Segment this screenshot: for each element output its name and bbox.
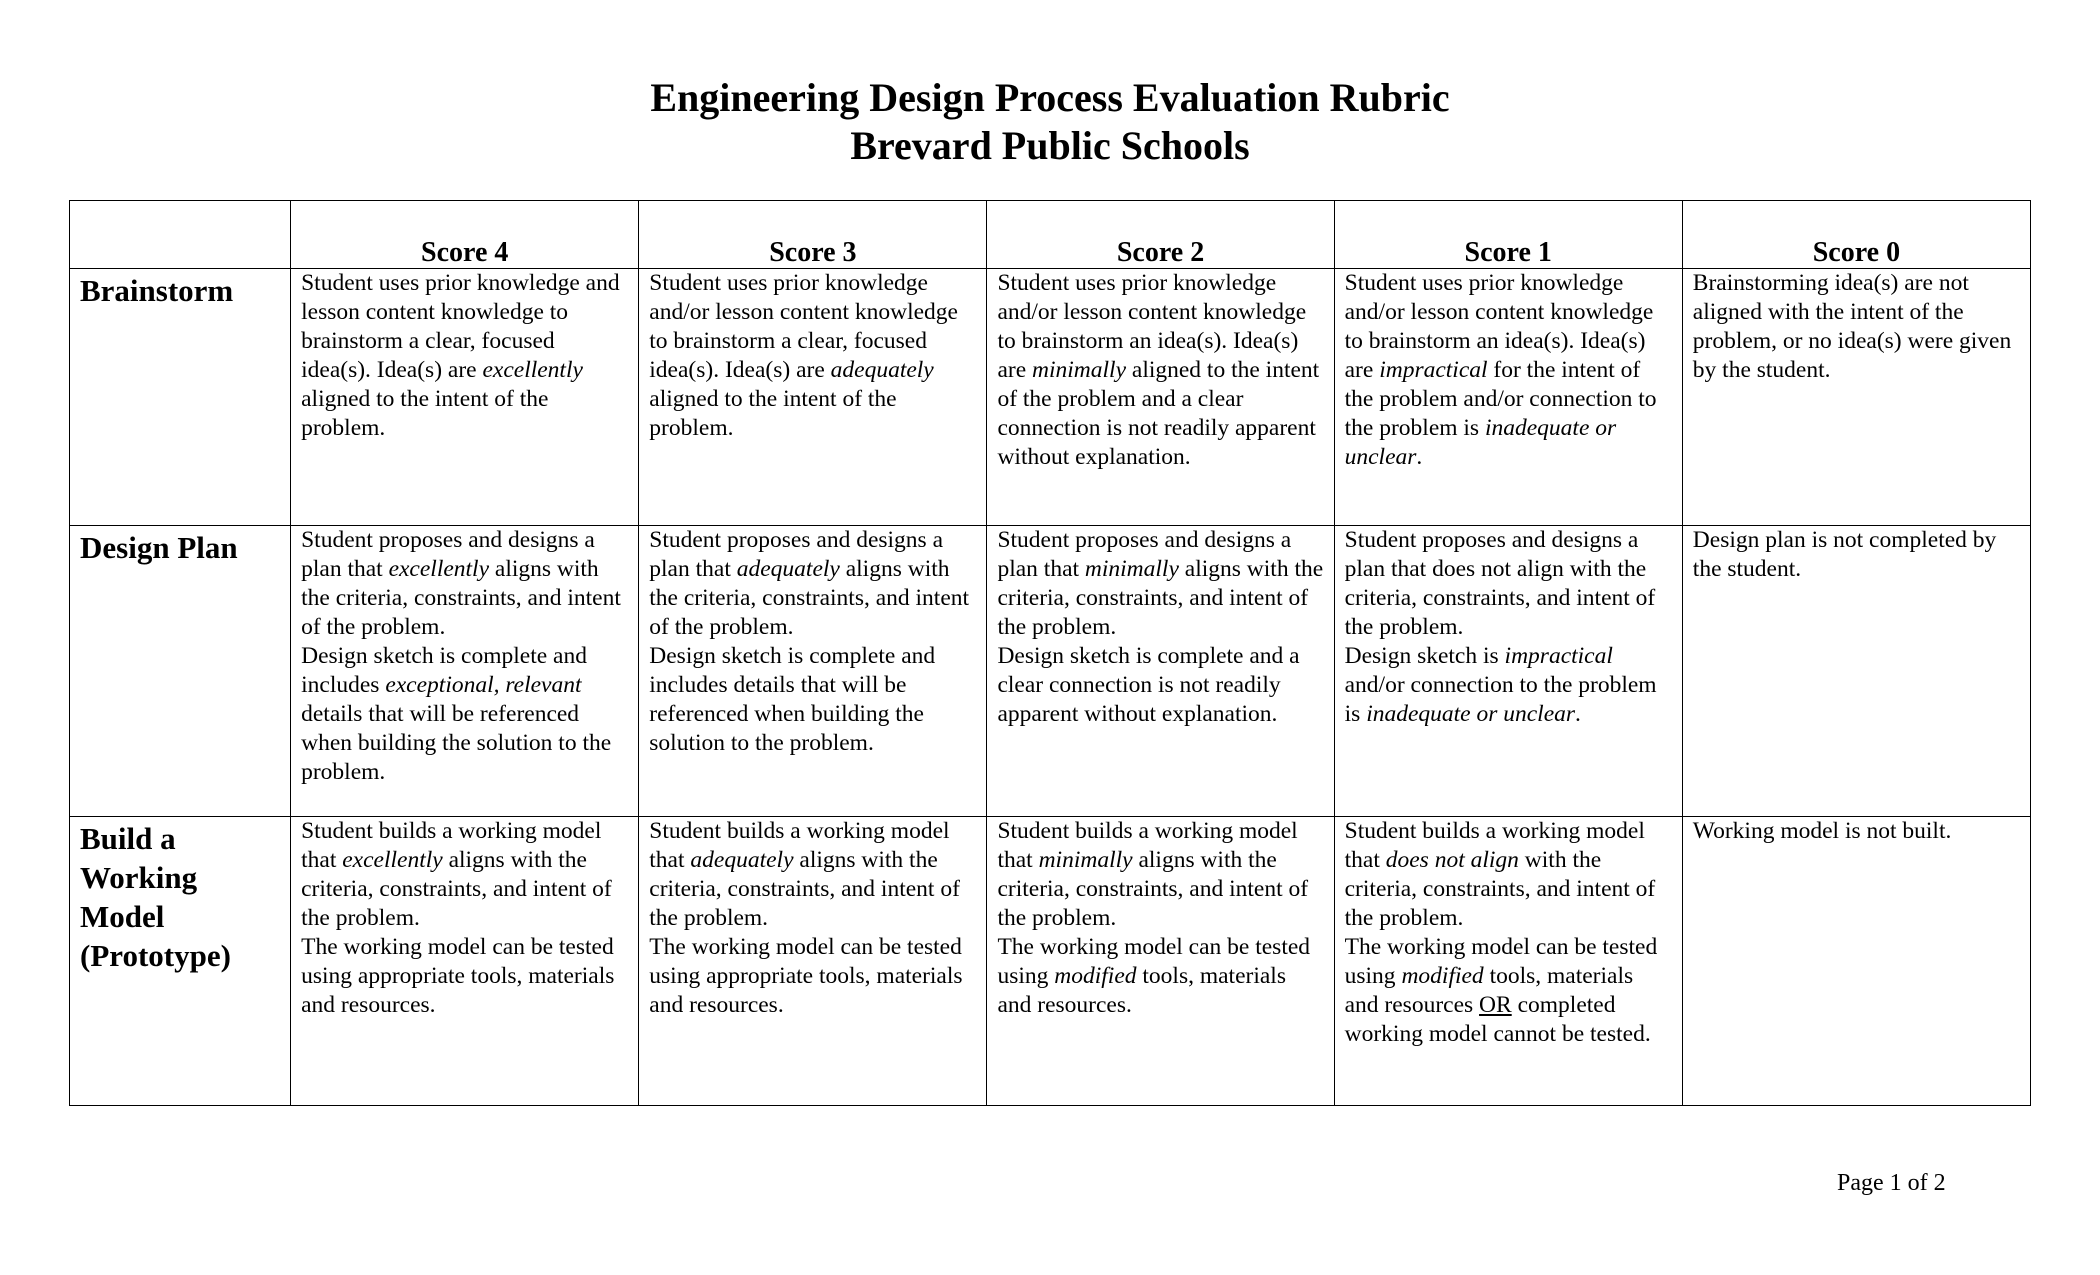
cell-text: The working model can be tested using	[1344, 934, 1658, 989]
table-row-build-working-model	[70, 817, 2031, 1106]
cell-text: aligns with the criteria, constraints, and intent of the problem.	[649, 847, 960, 931]
cell-text: The working model can be tested using appropriate tools, materials and resources.	[301, 934, 615, 1018]
corner-cell	[70, 201, 291, 269]
header-score-3: Score 3	[639, 201, 987, 269]
cell-text: Student builds a working model that	[649, 818, 950, 873]
header-score-0: Score 0	[1682, 201, 2030, 269]
table-row-brainstorm	[70, 269, 2031, 526]
header-row	[70, 201, 2031, 269]
cell-text: Student proposes and designs a plan that	[301, 527, 595, 582]
emphasis-text: impractical	[1504, 643, 1613, 669]
emphasis-text: inadequate or unclear	[1344, 415, 1617, 470]
document-title	[0, 74, 2100, 170]
cell-text: for the intent of the problem and/or connection to the problem is	[1344, 357, 1657, 441]
cell-text: aligns with the criteria, constraints, and intent of the problem.	[301, 556, 621, 640]
cell-text: Student builds a working model that	[997, 818, 1298, 873]
cell-text: Student proposes and designs a plan that	[649, 527, 943, 582]
cell-design-plan-score-2	[987, 526, 1334, 817]
row-label-brainstorm: Brainstorm	[70, 269, 291, 526]
cell-text: Design sketch is complete and includes details that will be referenced when building the solution to the problem.	[649, 643, 936, 756]
cell-text: Brainstorming idea(s) are not aligned with the intent of the problem, or no idea(s) were given by the student.	[1692, 270, 2012, 383]
emphasis-text: exceptional, relevant	[385, 672, 582, 698]
cell-text: and/or connection to the problem is	[1344, 672, 1657, 727]
cell-text: Working model is not built.	[1692, 818, 1952, 844]
cell-text: Student uses prior knowledge and/or lesson content knowledge to brainstorm an idea(s). Idea(s) are	[1344, 270, 1654, 383]
cell-brainstorm-score-4	[291, 269, 639, 526]
table-row-design-plan	[70, 526, 2031, 817]
emphasis-text: adequately	[690, 847, 794, 873]
page-number: Page 1 of 2	[1837, 1170, 1946, 1196]
cell-text: Student builds a working model that	[301, 818, 602, 873]
emphasis-text: adequately	[736, 556, 840, 582]
cell-text: tools, materials and resources	[1344, 963, 1634, 1018]
cell-text: Design sketch is complete and a clear connection is not readily apparent without explanation.	[997, 643, 1300, 727]
row-label-design-plan: Design Plan	[70, 526, 291, 817]
cell-text: aligns with the criteria, constraints, and intent of the problem.	[997, 556, 1324, 640]
cell-text: .	[1416, 444, 1423, 470]
cell-text: aligned to the intent of the problem.	[649, 386, 897, 441]
cell-text: Student proposes and designs a plan that	[997, 527, 1292, 582]
cell-text: Student uses prior knowledge and lesson content knowledge to brainstorm a clear, focused idea(s). Idea(s) are	[301, 270, 620, 383]
cell-build-score-4	[291, 817, 639, 1106]
emphasis-text: modified	[1054, 963, 1137, 989]
underlined-text: OR	[1479, 992, 1512, 1018]
cell-text: Design sketch is complete and includes	[301, 643, 587, 698]
cell-text: Design sketch is	[1344, 643, 1505, 669]
rubric-table	[69, 200, 2031, 1106]
cell-design-plan-score-4	[291, 526, 639, 817]
cell-text: Student uses prior knowledge and/or lesson content knowledge to brainstorm a clear, focused idea(s). Idea(s) are	[649, 270, 958, 383]
cell-design-plan-score-3	[639, 526, 987, 817]
emphasis-text: minimally	[1038, 847, 1133, 873]
cell-build-score-2	[987, 817, 1334, 1106]
cell-text: with the criteria, constraints, and intent of the problem.	[1344, 847, 1656, 931]
emphasis-text: adequately	[830, 357, 934, 383]
cell-text: The working model can be tested using appropriate tools, materials and resources.	[649, 934, 963, 1018]
cell-text: Student proposes and designs a plan that does not align with the criteria, constraints, and intent of the problem.	[1344, 527, 1656, 640]
cell-text: tools, materials and resources.	[997, 963, 1286, 1018]
cell-text: Student builds a working model that	[1344, 818, 1645, 873]
emphasis-text: impractical	[1379, 357, 1488, 383]
cell-text: Design plan is not completed by the student.	[1692, 527, 1997, 582]
cell-brainstorm-score-0	[1682, 269, 2030, 526]
cell-text: details that will be referenced when building the solution to the problem.	[301, 701, 612, 785]
cell-text: aligned to the intent of the problem.	[301, 386, 549, 441]
emphasis-text: excellently	[388, 556, 490, 582]
title-line-2: Brevard Public Schools	[850, 123, 1250, 168]
emphasis-text: excellently	[482, 357, 583, 383]
cell-text: aligns with the criteria, constraints, and intent of the problem.	[301, 847, 612, 931]
cell-text: aligns with the criteria, constraints, and intent of the problem.	[997, 847, 1309, 931]
emphasis-text: inadequate or unclear	[1366, 701, 1576, 727]
title-line-1: Engineering Design Process Evaluation Rubric	[650, 75, 1450, 120]
emphasis-text: minimally	[1084, 556, 1179, 582]
header-score-1: Score 1	[1334, 201, 1682, 269]
cell-build-score-1	[1334, 817, 1682, 1106]
cell-text: aligns with the criteria, constraints, and intent of the problem.	[649, 556, 970, 640]
cell-text: completed working model cannot be tested.	[1344, 992, 1651, 1047]
cell-build-score-3	[639, 817, 987, 1106]
cell-text: .	[1575, 701, 1581, 727]
cell-brainstorm-score-3	[639, 269, 987, 526]
cell-design-plan-score-0	[1682, 526, 2030, 817]
emphasis-text: excellently	[342, 847, 443, 873]
header-score-4: Score 4	[291, 201, 639, 269]
cell-text: The working model can be tested using	[997, 934, 1311, 989]
cell-brainstorm-score-1	[1334, 269, 1682, 526]
cell-design-plan-score-1	[1334, 526, 1682, 817]
cell-text: Student uses prior knowledge and/or lesson content knowledge to brainstorm an idea(s). Idea(s) are	[997, 270, 1307, 383]
cell-build-score-0	[1682, 817, 2030, 1106]
cell-text: aligned to the intent of the problem and a clear connection is not readily apparent without explanation.	[997, 357, 1320, 470]
emphasis-text: modified	[1401, 963, 1484, 989]
header-score-2: Score 2	[987, 201, 1334, 269]
emphasis-text: does not align	[1385, 847, 1519, 873]
row-label-build-working-model: Build a Working Model (Prototype)	[70, 817, 291, 1106]
emphasis-text: minimally	[1032, 357, 1127, 383]
cell-brainstorm-score-2	[987, 269, 1334, 526]
